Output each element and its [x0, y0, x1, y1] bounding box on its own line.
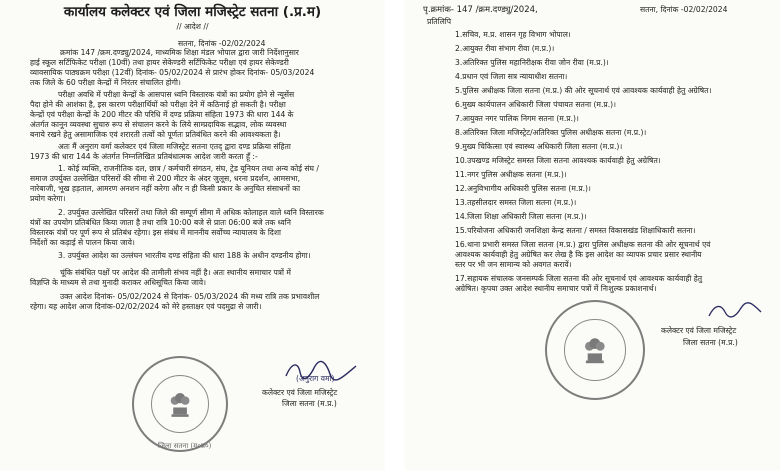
signatory-place-right: जिला सतना (म.प्र.)	[683, 338, 738, 347]
copy-item-cont: स्तर पर भी जन सामान्य को अवगत करावें।	[455, 260, 572, 269]
body-line: क्रमांक 147 /क्रम.दण्ड्यु/2024, माध्यमिक शिक्षा मंडल भोपाल द्वारा जारी निर्देशानुसार	[60, 48, 299, 57]
order-point: 2. उपर्युक्त उल्लेखित परिसरों तथा जिले की सम्पूर्ण सीमा में अधिक कोलाहल वाले ध्वनि विस्तारक	[58, 208, 324, 217]
body-line: हाई स्कूल सर्टिफिकेट परीक्षा (10वीं) तथा हायर सेकेण्डरी सर्टिफिकेट परीक्षा एवं हायर सेकेण्डरी	[30, 58, 289, 67]
body-line: समाज उपर्युक्त उल्लेखित परिसरों की सीमा से 200 मीटर के अंदर जुलूस, धरना प्रदर्शन, आमसभा,	[30, 174, 301, 183]
copy-item: 4.प्रधान एवं जिला सत्र न्यायाधीश सतना।	[455, 72, 568, 81]
body-line: प्रयोग करेगा।	[30, 194, 66, 203]
copy-item-cont: आवश्यक कार्यवाही हेतु अग्रेषित कर लेख है कि इस आदेश का व्यापक प्रचार प्रसार स्थानीय	[455, 250, 702, 259]
copy-item: 17.सहायक संचालक जनसम्पर्क जिला सतना की ओर सूचनार्थ एवं आवश्यक कार्यवाही हेतु	[455, 274, 703, 283]
copy-item: 7.आयुक्त नगर पालिक निगम सतना (म.प्र.)।	[455, 114, 579, 123]
body-line: निर्देशों का कड़ाई से पालन किया जावे।	[30, 238, 135, 247]
office-title: कार्यालय कलेक्टर एवं जिला मजिस्ट्रेट सतना (.प्र.म)	[63, 4, 322, 20]
body-line: विज्ञप्ति के माध्यम से तथा मुनादी कराकर अधिसूचित किया जावे।	[30, 278, 206, 287]
body-line: उक्त आदेश दिनांक- 05/02/2024 से दिनांक- 05/03/2024 की मध्य रात्रि तक प्रभावशील	[60, 292, 320, 301]
emblem-icon	[163, 387, 197, 421]
copy-date: सतना, दिनांक -02/02/2024	[640, 5, 728, 14]
copy-item: 2.आयुक्त रीवा संभाग रीवा (म.प्र.)।	[455, 44, 555, 53]
body-line: बनाये रखने हेतु असामाजिक एवं शरारती तत्वों को पूर्णतः प्रतिबंधित करने की आवश्यकता है।	[30, 130, 281, 139]
copy-item: 1.सचिव, म.प्र. शासन गृह विभाग भोपाल।	[455, 30, 571, 39]
body-line: अतः मैं अनुराग वर्मा कलेक्टर एवं जिला मजिस्ट्रेट सतना एतद् द्वारा दण्ड प्रक्रिया संहिता	[58, 142, 291, 151]
copy-item: 13.तहसीलदार समस्त जिला सतना (म.प्र.)।	[455, 198, 577, 207]
body-line: विस्तारक यंत्रों पर पूर्ण रूप से प्रतिबंध रहेगा। इस संबंध में माननीय सर्वोच्च न्यायालय के दिशा	[30, 228, 281, 237]
body-line: केन्द्रों एवं परीक्षा केन्द्रों के 200 मीटर की परिधि में दण्ड प्रक्रिया संहिता 1973 की धारा 144 के	[30, 110, 294, 119]
reference-number: पृ.क्रमांक- 147 /क्रम.दण्ड्यु/2024,	[423, 5, 538, 15]
copy-item: 3.अतिरिक्त पुलिस महानिरीक्षक रीवा जोन रीवा (म.प्र.)।	[455, 58, 609, 67]
body-line: पैदा होने की आशंका है, इस कारण परीक्षार्थियों को परीक्षा देने में कठिनाई हो सकती है। परीक्षा	[30, 100, 286, 109]
copy-item: 12.अनुविभागीय अधिकारी पुलिस सतना (म.प्र.)।	[455, 184, 591, 193]
official-seal-right	[545, 300, 645, 400]
body-line: अंतर्गत कानून व्यवस्था सुचारु रूप से संचालन करने के लिये साम्प्रदायिक सद्भाव, लोक व्यवस्था	[30, 120, 287, 129]
copy-item: 6.मुख्य कार्यपालन अधिकारी जिला पंचायत सतना (म.प्र.)।	[455, 100, 616, 109]
signature-right	[705, 300, 765, 322]
copy-label: प्रतिलिपि	[427, 17, 452, 26]
emblem-icon	[577, 332, 613, 368]
body-line: तक जिले के 60 परीक्षा केन्द्रों में निरंतर संचालित होगी।	[30, 78, 181, 87]
seal-caption: जिला सतना (म०प्र०)	[158, 442, 212, 450]
order-date: सतना, दिनांक -02/02/2024	[178, 39, 266, 48]
signatory-title-right: कलेक्टर एवं जिला मजिस्ट्रेट	[661, 326, 737, 335]
page-gutter	[385, 0, 405, 470]
body-line: नारेबाजी, भूख हड़ताल, आमरण अनशन नहीं करेगा और न ही किसी प्रकार के अनुचित संसाधनों का	[30, 184, 301, 193]
order-point: 1. कोई व्यक्ति, राजनीतिक दल, छात्र / कर्मचारी संगठन, संघ, ट्रेड यूनियन तथा अन्य कोई संघ /	[58, 164, 319, 173]
copy-item: 10.उपखण्ड मजिस्ट्रेट समस्त जिला सतना आवश्यक कार्यवाही हेतु अग्रेषित।	[455, 156, 661, 165]
order-label: // आदेश //	[176, 22, 209, 31]
body-line: रहेगा। यह आदेश आज दिनांक-02/02/2024 को मेरे हस्ताक्षर एवं पदमुद्रा से जारी।	[30, 302, 262, 311]
signatory-name: (अनुराग वर्मा)	[296, 374, 335, 383]
copy-item: 9.मुख्य चिकित्सा एवं स्वास्थ्य अधिकारी जिला सतना (म.प्र.)।	[455, 142, 623, 151]
signatory-place: जिला सतना (म.प्र.)	[282, 399, 337, 408]
copy-item: 15.परियोजना अधिकारी जनशिक्षा केन्द्र सतना / समस्त विकासखंड शिक्षाधिकारी सतना।	[455, 226, 696, 235]
copy-item-cont: अग्रेषित। कृपया उक्त आदेश स्थानीय समाचार पत्रों में निःशुल्क प्रकाशनार्थ।	[455, 284, 657, 293]
body-line: चूंकि संबंधित पक्षों पर आदेश की तामीली संभव नहीं है। अतः स्थानीय समाचार पत्रों में	[60, 268, 291, 277]
right-page	[405, 0, 780, 470]
order-point: 3. उपर्युक्त आदेश का उल्लंघन भारतीय दण्ड संहिता की धारा 188 के अधीन दण्डनीय होगा।	[58, 251, 311, 260]
copy-item: 8.अतिरिक्त जिला मजिस्ट्रेट/अतिरिक्त पुलिस अधीक्षक सतना (म.प्र.)।	[455, 128, 647, 137]
body-line: परीक्षा अवधि में परीक्षा केन्द्रों के आसपास ध्वनि विस्तारक यंत्रों का प्रयोग होने से न्यूसेंस	[58, 90, 295, 99]
body-line: व्यावसायिक पाठ्यक्रम परीक्षा (12वीं) दिनांक- 05/02/2024 से प्रारंभ होकर दिनांक- 05/03/2024	[30, 68, 315, 77]
copy-item: 14.जिला शिक्षा अधिकारी जिला सतना (म.प्र.)।	[455, 212, 587, 221]
body-line: यंत्रों का उपयोग प्रतिबंधित किया जाता है तथा रात्रि 10:00 बजे से प्रातः 06:00 बजे तक ध्वनि	[30, 218, 291, 227]
official-seal-left	[132, 356, 228, 452]
copy-item: 5.पुलिस अधीक्षक जिला सतना (म.प्र.) की ओर सूचनार्थ एवं आवश्यक कार्यवाही हेतु अग्रेषित।	[455, 86, 712, 95]
body-line: 1973 की धारा 144 के अंतर्गत निम्नलिखित प्रतिबंधात्मक आदेश जारी करता हूँ :-	[30, 152, 258, 161]
copy-item: 16.थाना प्रभारी समस्त जिला सतना (म.प्र.) द्वारा पुलिस अधीक्षक सतना की ओर सूचनार्थ एवं	[455, 240, 711, 249]
copy-item: 11.नगर पुलिस अधीक्षक सतना (म.प्र.)।	[455, 170, 567, 179]
signatory-title: कलेक्टर एवं जिला मजिस्ट्रेट	[262, 388, 338, 397]
left-page	[0, 0, 385, 470]
